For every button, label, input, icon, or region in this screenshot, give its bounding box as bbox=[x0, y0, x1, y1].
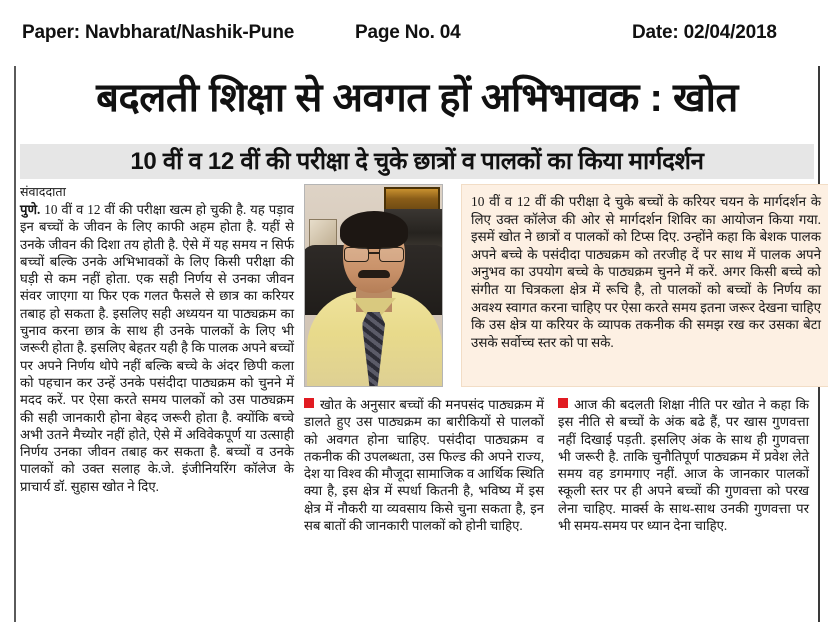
article-subheadline: 10 वीं व 12 वीं की परीक्षा दे चुके छात्रों व पालकों का किया मार्गदर्शन bbox=[130, 148, 704, 175]
photo-scene bbox=[305, 185, 442, 386]
eyeglass-lens-right bbox=[379, 247, 404, 262]
page-number-label: Page No. 04 bbox=[355, 22, 461, 43]
article-dateline: पुणे. bbox=[20, 202, 41, 217]
article-bullet-block-1 bbox=[304, 396, 544, 534]
article-byline: संवाददाता bbox=[20, 185, 66, 199]
subject-eyeglasses bbox=[344, 247, 404, 261]
subject-hair bbox=[340, 211, 408, 249]
bullet-paragraph-2-text: आज की बदलती शिक्षा नीति पर खोत ने कहा कि इस नीति से बच्चों के अंक बढे हैं, पर खास गुणवत्ता नहीं दिखाई पड़ती. इसलिए अंक के साथ ही गुणवत्ता भी जरूरी है. ताकि चुनौतिपूर्ण पाठ्यक्रम में प्रवेश लेते समय वह डगमगाए नहीं. आज के जानकार पालकों स्कूली स्तर पर ही अपने बच्चों की गुणवत्ता को परख लेना चाहिए. मार्क्स के साथ-साथ उनकी गुणवत्ता पर भी समय-समय पर ध्यान देना चाहिए. bbox=[558, 397, 809, 534]
red-square-bullet-icon bbox=[558, 398, 568, 408]
article-lead-paragraph bbox=[20, 201, 294, 495]
article-lead-text: 10 वीं व 12 वीं की परीक्षा खत्म हो चुकी है. यह पड़ाव इन बच्चों के जीवन के लिए काफी अहम होता है. यहीं से उनके जीवन की दिशा तय होती है. ऐसे में यह समय न सिर्फ बच्चों बल्कि उनके अभिभावकों के लिए किसी परीक्षा की घड़ी से कम नहीं होता. एक सही निर्णय से उनका जीवन संवर जाएगा या फिर एक गलत फैसले से छात्र का करियर तबाह हो सकता है. इसलिए सही अध्ययन या पाठ्यक्रम का चुनाव करना छात्र के साथ ही उनके पालकों के लिए भी जरूरी होता है. इसलिए बेहतर यही है कि पालक अपने बच्चों पर अपने निर्णय थोपे नहीं बल्कि बच्चे के अंदर छिपी कला को पहचान कर उन्हें उनके पसंदीदा पाठ्यक्रम को चुनने में मदद करें. पर ऐसा करते समय पालकों को उस पाठ्यक्रम की सही जानकारी होना बेहद जरूरी होता है. क्योंकि बच्चे अभी उतने मैच्योर नहीं होते, ऐसे में अविवेकपूर्ण या उत्साही निर्णय उनका जीवन तबाह कर सकता है. बच्चों व उनके पालकों को उक्त सलाह के.जे. इंजीनियरिंग कॉलेज के प्राचार्य डॉ. सुहास खोत ने दिए. bbox=[20, 202, 295, 494]
paper-name-label: Paper: Navbharat/Nashik-Pune bbox=[22, 22, 295, 43]
newspaper-clipping bbox=[14, 66, 820, 622]
article-column-left bbox=[20, 184, 294, 495]
callout-paragraph: 10 वीं व 12 वीं की परीक्षा दे चुके बच्चों के करियर चयन के मार्गदर्शन के लिए उक्त कॉलेज की ओर से मार्गदर्शन शिविर का आयोजन किया गया. इसमें खोत ने छात्रों व पालकों को टिप्स दिए. उन्होंने कहा कि बेशक पालक अपने बच्चे के पसंदीदा पाठ्यक्रम को तरजीह दें पर साथ में पालक अपने अनुभव का उपयोग बच्चे के पाठ्यक्रम चुनने में करें. अगर किसी बच्चे को संगीत या चित्रकला क्षेत्र में रूचि है, तो पालकों को बच्चों के निर्णय का अवश्य स्वागत करना चाहिए पर ऐसा करते समय इतना जरूर देखना चाहिए कि उस क्षेत्र या करियर के व्यापक तकनीक की समझ रख कर उसका बेटा उसके सर्वोच्च स्तर को पा सके. bbox=[471, 194, 821, 350]
desk-object-decor bbox=[309, 219, 337, 247]
article-body bbox=[20, 184, 821, 616]
article-photo bbox=[304, 184, 443, 387]
article-bullet-block-2 bbox=[558, 396, 809, 534]
article-headline: बदलती शिक्षा से अवगत हों अभिभावक : खोत bbox=[96, 76, 738, 120]
article-subheadline-band bbox=[20, 144, 814, 179]
bullet-paragraph-1 bbox=[304, 396, 544, 534]
subject-moustache bbox=[358, 270, 390, 278]
bullet-paragraph-2 bbox=[558, 396, 809, 534]
eyeglass-lens-left bbox=[344, 247, 369, 262]
publication-date-label: Date: 02/04/2018 bbox=[632, 22, 777, 43]
article-callout-box bbox=[461, 184, 828, 387]
clipping-meta-header bbox=[0, 22, 828, 56]
red-square-bullet-icon bbox=[304, 398, 314, 408]
bullet-paragraph-1-text: खोत के अनुसार बच्चों की मनपसंद पाठ्यक्रम में डालते हुए उस पाठ्यक्रम का बारीकियों से पालकों को अवगत होना चाहिए. पसंदीदा पाठ्यक्रम व तकनीक की उपलब्धता, उस फिल्ड की अपने राज्य, देश या विश्व की मौजूदा सामाजिक व आर्थिक स्थिति क्या है, इस क्षेत्र में स्पर्धा कितनी है, भविष्य में इस क्षेत्र में नौकरी या व्यवसाय किसे चुना सकता है, इन सब बातों की जानकारी पालकों को होनी चाहिए. bbox=[304, 397, 544, 534]
